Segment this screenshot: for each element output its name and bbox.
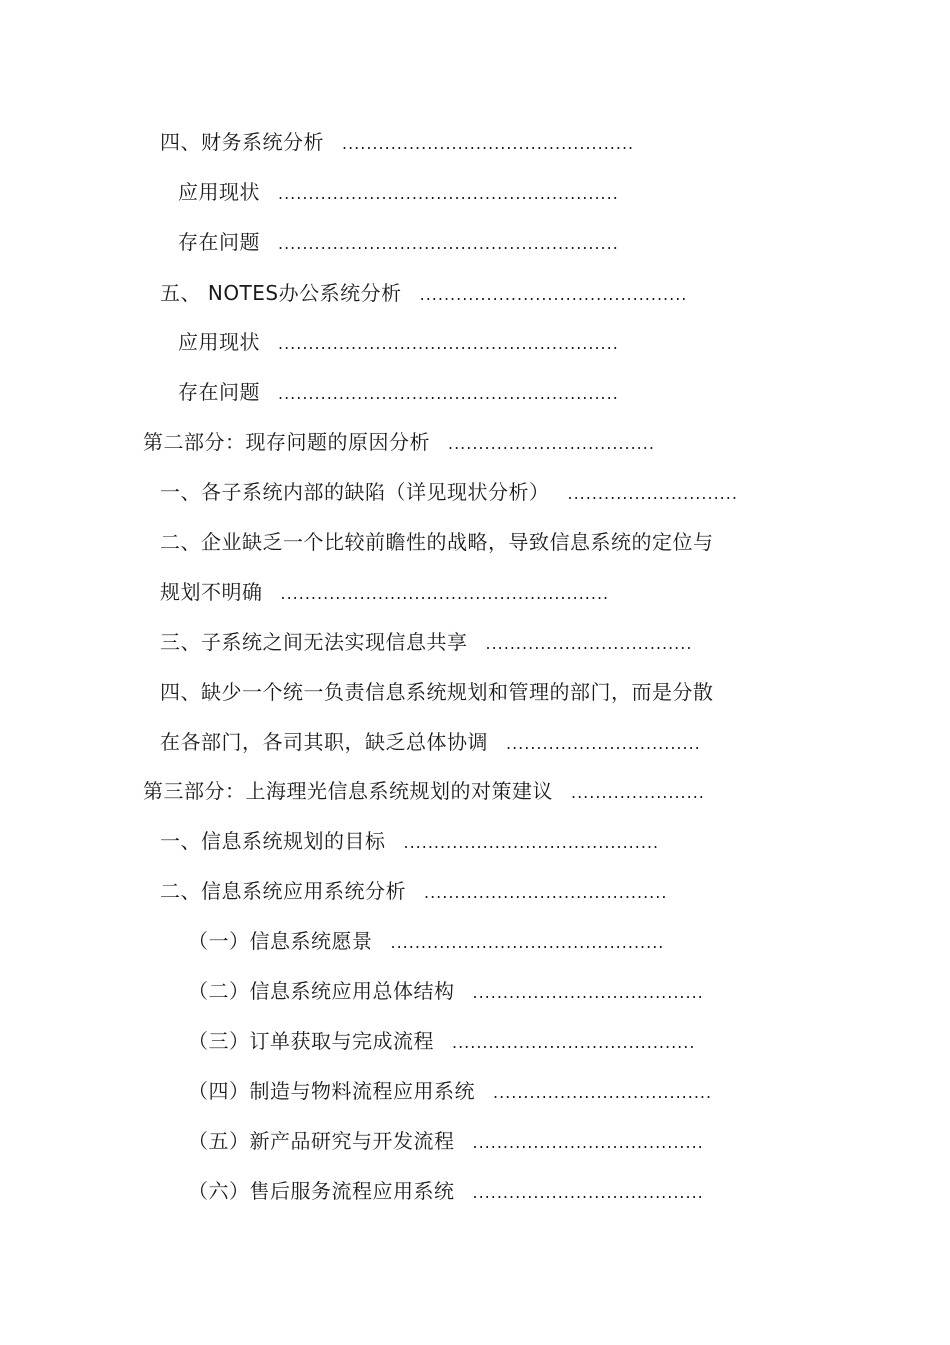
toc-entry-text: 存在问题 (178, 230, 260, 254)
toc-entry-text: 应用现状 (178, 180, 260, 204)
toc-leader: ...................................................... (280, 584, 610, 603)
toc-entry-text: 一、信息系统规划的目标 (160, 829, 386, 853)
toc-entry-text: （五）新产品研究与开发流程 (188, 1129, 455, 1153)
toc-entry (160, 679, 732, 705)
toc-entry-text: （六）售后服务流程应用系统 (188, 1179, 455, 1203)
toc-entry (160, 280, 687, 308)
toc-leader: ............................................ (419, 285, 688, 304)
toc-entry-text: 第二部分：现存问题的原因分析 (143, 430, 430, 454)
toc-leader: .................................. (485, 634, 693, 653)
toc-leader: .................................. (448, 434, 655, 453)
toc-entry (188, 928, 664, 956)
toc-entry (160, 129, 634, 157)
toc-entry-text: （一）信息系统愿景 (188, 929, 373, 953)
toc-leader: ...................................... (472, 983, 704, 1002)
toc-entry-text: 规划不明确 (160, 580, 263, 604)
toc-leader: ................................ (506, 734, 701, 753)
toc-entry-text: 第三部分：上海理光信息系统规划的对策建议 (143, 779, 553, 803)
toc-entry (188, 1128, 704, 1156)
toc-leader: ...................................... (472, 1133, 704, 1152)
toc-entry (143, 429, 655, 457)
toc-entry-text: 三、子系统之间无法实现信息共享 (160, 630, 468, 654)
toc-leader: ...................................... (472, 1183, 704, 1202)
toc-leader: ................................................ (342, 134, 635, 153)
toc-entry-text: （三）订单获取与完成流程 (188, 1029, 434, 1053)
toc-entry (178, 179, 619, 207)
toc-entry (160, 529, 732, 555)
toc-leader: ............................................. (390, 933, 665, 952)
toc-entry (160, 878, 667, 906)
toc-entry (188, 978, 704, 1006)
toc-leader: ........................................................ (278, 184, 619, 203)
toc-entry-text: 存在问题 (178, 380, 260, 404)
toc-leader: ............................ (567, 484, 738, 503)
toc-entry (160, 479, 738, 507)
toc-leader: ........................................................ (278, 334, 619, 353)
toc-leader: ........................................................ (278, 234, 619, 253)
toc-leader: ........................................ (452, 1033, 696, 1052)
toc-leader: ........................................ (424, 883, 668, 902)
toc-leader: .................................... (493, 1083, 713, 1102)
toc-entry-text: 在各部门，各司其职，缺乏总体协调 (160, 730, 488, 754)
toc-entry-text: 二、信息系统应用系统分析 (160, 879, 406, 903)
toc-entry-text: 四、财务系统分析 (160, 130, 324, 154)
toc-entry (178, 379, 619, 407)
toc-entry (188, 1028, 695, 1056)
toc-entry (178, 329, 619, 357)
toc-leader: .......................................... (403, 833, 660, 852)
toc-entry-text: 二、企业缺乏一个比较前瞻性的战略，导致信息系统的定位与 (160, 530, 714, 554)
toc-entry-text: （二）信息系统应用总体结构 (188, 979, 455, 1003)
toc-entry-text: 应用现状 (178, 330, 260, 354)
toc-entry (160, 629, 692, 657)
toc-entry (160, 579, 609, 607)
toc-entry (188, 1078, 712, 1106)
toc-entry-text: （四）制造与物料流程应用系统 (188, 1079, 475, 1103)
toc-entry (160, 729, 701, 757)
toc-entry (143, 778, 705, 806)
toc-leader: ...................... (571, 783, 705, 802)
toc-entry-text: 一、各子系统内部的缺陷（详见现状分析） (160, 480, 550, 504)
toc-entry-text: 五、 NOTES办公系统分析 (160, 281, 402, 305)
toc-entry (188, 1178, 704, 1206)
toc-entry (178, 229, 619, 257)
toc-leader: ........................................................ (278, 384, 619, 403)
toc-entry-text: 四、缺少一个统一负责信息系统规划和管理的部门，而是分散 (160, 680, 714, 704)
toc-entry (160, 828, 659, 856)
